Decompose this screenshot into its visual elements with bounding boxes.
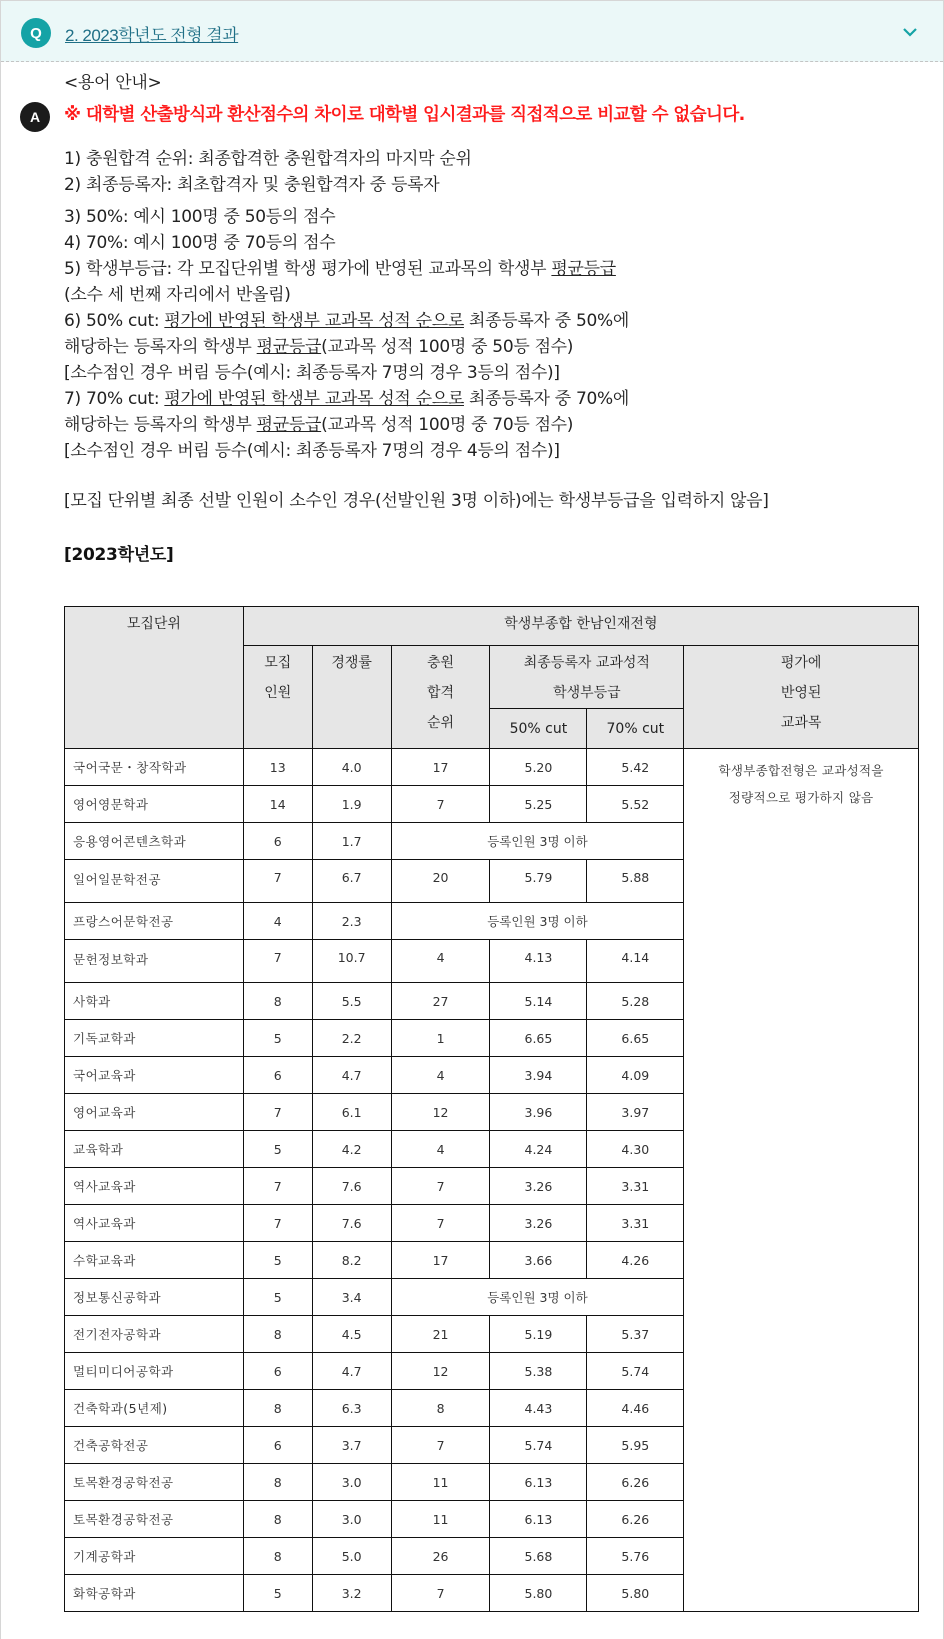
cell-waitlist-rank: 7: [391, 1575, 490, 1612]
cell-waitlist-rank: 12: [391, 1094, 490, 1131]
faq-question-header[interactable]: [1, 1, 943, 62]
cell-quota: 5: [243, 1020, 312, 1057]
header-subjects-line2: 반영된: [780, 685, 822, 701]
cell-cut50: 3.94: [490, 1057, 587, 1094]
guide-heading: <용어 안내>: [64, 73, 162, 93]
cell-quota: 13: [243, 749, 312, 786]
cell-cut50: 5.20: [490, 749, 587, 786]
cell-quota: 7: [243, 1205, 312, 1242]
guide-item-6: [64, 308, 924, 334]
answer-badge: A: [20, 102, 50, 132]
header-grade-line1: 최종등록자 교과성적: [523, 655, 650, 671]
cell-unit: 기독교학과: [65, 1020, 244, 1057]
guide-item-2: 2) 최종등록자: 최초합격자 및 충원합격자 중 등록자: [64, 175, 440, 195]
cell-cut50: 5.68: [490, 1538, 587, 1575]
answer-content: [64, 70, 924, 565]
guide-item-6-text: 6) 50% cut:: [64, 311, 165, 331]
subjects-note-line2: 정량적으로 평가하지 않음: [728, 790, 874, 805]
guide-item-1: 1) 충원합격 순위: 최종합격한 충원합격자의 마지막 순위: [64, 149, 472, 169]
cell-quota: 5: [243, 1279, 312, 1316]
cell-merged-note: 등록인원 3명 이하: [391, 903, 684, 940]
cell-unit: 전기전자공학과: [65, 1316, 244, 1353]
header-grade-line2: 학생부등급: [553, 685, 621, 701]
cell-competition-rate: 2.2: [312, 1020, 391, 1057]
cell-cut70: 6.65: [587, 1020, 684, 1057]
cell-cut70: 5.37: [587, 1316, 684, 1353]
cell-unit: 수학교육과: [65, 1242, 244, 1279]
header-competition: 경쟁률: [312, 646, 391, 749]
cell-competition-rate: 3.2: [312, 1575, 391, 1612]
header-subjects-line1: 평가에: [780, 655, 822, 671]
cell-waitlist-rank: 11: [391, 1501, 490, 1538]
cell-quota: 8: [243, 1390, 312, 1427]
guide-item-5-note: (소수 세 번째 자리에서 반올림): [64, 285, 291, 305]
cell-cut70: 5.74: [587, 1353, 684, 1390]
cell-unit: 토목환경공학전공: [65, 1501, 244, 1538]
cell-quota: 8: [243, 1501, 312, 1538]
cell-cut50: 5.19: [490, 1316, 587, 1353]
cell-competition-rate: 1.9: [312, 786, 391, 823]
cell-unit: 응용영어콘텐츠학과: [65, 823, 244, 860]
table-row: [65, 749, 919, 786]
guide-item-5: [64, 256, 924, 282]
cell-cut50: 3.26: [490, 1168, 587, 1205]
cell-cut50: 4.43: [490, 1390, 587, 1427]
cell-competition-rate: 7.6: [312, 1205, 391, 1242]
header-subjects: [684, 646, 919, 749]
cell-cut70: 5.76: [587, 1538, 684, 1575]
cell-cut70: 4.09: [587, 1057, 684, 1094]
cell-cut70: 5.52: [587, 786, 684, 823]
cell-quota: 5: [243, 1575, 312, 1612]
cell-competition-rate: 3.0: [312, 1501, 391, 1538]
cell-unit: 사학과: [65, 983, 244, 1020]
cell-cut70: 4.26: [587, 1242, 684, 1279]
guide-item-6-line2: [64, 334, 924, 360]
cell-quota: 5: [243, 1242, 312, 1279]
cell-competition-rate: 3.0: [312, 1464, 391, 1501]
cell-cut70: 5.80: [587, 1575, 684, 1612]
cell-waitlist-rank: 7: [391, 1168, 490, 1205]
guide-item-4: 4) 70%: 예시 100명 중 70등의 점수: [64, 233, 336, 253]
cell-unit: 영어교육과: [65, 1094, 244, 1131]
header-waitlist-line1: 충원: [427, 655, 455, 671]
guide-item-5-underline: 평균등급: [551, 259, 616, 279]
cell-competition-rate: 6.7: [312, 860, 391, 903]
cell-waitlist-rank: 12: [391, 1353, 490, 1390]
cell-cut50: 4.24: [490, 1131, 587, 1168]
cell-subjects-note: [684, 749, 919, 1612]
guide-item-6-text-c: 해당하는 등록자의 학생부: [64, 337, 257, 357]
cell-cut50: 6.13: [490, 1501, 587, 1538]
cell-competition-rate: 10.7: [312, 940, 391, 983]
cell-waitlist-rank: 4: [391, 1057, 490, 1094]
cell-cut70: 5.95: [587, 1427, 684, 1464]
cell-cut70: 4.14: [587, 940, 684, 983]
cell-waitlist-rank: 26: [391, 1538, 490, 1575]
cell-quota: 4: [243, 903, 312, 940]
guide-item-7-text: 7) 70% cut:: [64, 389, 165, 409]
cell-unit: 역사교육과: [65, 1205, 244, 1242]
cell-quota: 7: [243, 1168, 312, 1205]
cell-unit: 멀티미디어공학과: [65, 1353, 244, 1390]
subjects-note-line1: 학생부종합전형은 교과성적을: [718, 763, 884, 778]
cell-unit: 정보통신공학과: [65, 1279, 244, 1316]
guide-item-7-line2: [64, 412, 924, 438]
cell-cut50: 3.66: [490, 1242, 587, 1279]
cell-merged-note: 등록인원 3명 이하: [391, 1279, 684, 1316]
question-badge: Q: [21, 18, 51, 48]
guide-item-6-text-b: 최종등록자 중 50%에: [463, 311, 630, 331]
cell-cut70: 3.31: [587, 1168, 684, 1205]
cell-waitlist-rank: 20: [391, 860, 490, 903]
cell-unit: 건축공학전공: [65, 1427, 244, 1464]
cell-cut50: 3.26: [490, 1205, 587, 1242]
guide-item-7-note: [소수점인 경우 버림 등수(예시: 최종등록자 7명의 경우 4등의 점수)]: [64, 441, 560, 461]
cell-cut70: 3.97: [587, 1094, 684, 1131]
cell-waitlist-rank: 27: [391, 983, 490, 1020]
cell-unit: 국어교육과: [65, 1057, 244, 1094]
cell-quota: 8: [243, 1464, 312, 1501]
cell-quota: 7: [243, 1094, 312, 1131]
cell-unit: 건축학과(5년제): [65, 1390, 244, 1427]
cell-cut70: 6.26: [587, 1464, 684, 1501]
header-quota-line2: 인원: [264, 685, 292, 701]
guide-item-7-underline: 평가에 반영된 학생부 교과목 성적 순으로: [164, 389, 464, 409]
header-cut50: 50% cut: [490, 709, 587, 749]
guide-item-6-underline-2: 평균등급: [256, 337, 322, 357]
cell-quota: 6: [243, 1057, 312, 1094]
guide-item-7-underline-2: 평균등급: [256, 415, 322, 435]
cell-cut70: 6.26: [587, 1501, 684, 1538]
cell-competition-rate: 1.7: [312, 823, 391, 860]
cell-competition-rate: 4.7: [312, 1057, 391, 1094]
cell-cut70: 5.88: [587, 860, 684, 903]
cell-unit: 화학공학과: [65, 1575, 244, 1612]
cell-cut50: 5.74: [490, 1427, 587, 1464]
cell-cut70: 4.30: [587, 1131, 684, 1168]
cell-cut70: 5.42: [587, 749, 684, 786]
cell-unit: 역사교육과: [65, 1168, 244, 1205]
cell-competition-rate: 5.0: [312, 1538, 391, 1575]
cell-quota: 8: [243, 1316, 312, 1353]
cell-quota: 6: [243, 823, 312, 860]
cell-unit: 기계공학과: [65, 1538, 244, 1575]
cell-cut50: 5.80: [490, 1575, 587, 1612]
cell-competition-rate: 2.3: [312, 903, 391, 940]
header-grade: [490, 646, 684, 709]
cell-waitlist-rank: 4: [391, 1131, 490, 1168]
header-waitlist-rank: [391, 646, 490, 749]
guide-item-6-underline: 평가에 반영된 학생부 교과목 성적 순으로: [164, 311, 464, 331]
guide-item-7-text-d: (교과목 성적 100명 중 70등 점수): [321, 415, 574, 435]
year-title: [2023학년도]: [64, 545, 174, 565]
header-cut70: 70% cut: [587, 709, 684, 749]
warning-text: ※ 대학별 산출방식과 환산점수의 차이로 대학별 입시결과를 직접적으로 비교할 수 없습니다.: [64, 105, 745, 125]
cell-competition-rate: 7.6: [312, 1168, 391, 1205]
cell-quota: 6: [243, 1353, 312, 1390]
cell-waitlist-rank: 17: [391, 749, 490, 786]
cell-merged-note: 등록인원 3명 이하: [391, 823, 684, 860]
cell-competition-rate: 4.7: [312, 1353, 391, 1390]
header-unit: 모집단위: [65, 607, 244, 749]
guide-item-6-text-d: (교과목 성적 100명 중 50등 점수): [321, 337, 574, 357]
cell-competition-rate: 4.0: [312, 749, 391, 786]
cell-competition-rate: 3.7: [312, 1427, 391, 1464]
cell-cut70: 4.46: [587, 1390, 684, 1427]
guide-item-7: [64, 386, 924, 412]
cell-unit: 영어영문학과: [65, 786, 244, 823]
cell-quota: 8: [243, 1538, 312, 1575]
cell-quota: 14: [243, 786, 312, 823]
cell-waitlist-rank: 17: [391, 1242, 490, 1279]
chevron-down-icon[interactable]: [903, 25, 917, 39]
header-quota: [243, 646, 312, 749]
cell-competition-rate: 6.3: [312, 1390, 391, 1427]
cell-cut50: 6.13: [490, 1464, 587, 1501]
cell-competition-rate: 8.2: [312, 1242, 391, 1279]
cell-competition-rate: 3.4: [312, 1279, 391, 1316]
admission-results-table: [64, 606, 919, 1612]
cell-cut50: 6.65: [490, 1020, 587, 1057]
header-quota-line1: 모집: [264, 655, 292, 671]
cell-waitlist-rank: 4: [391, 940, 490, 983]
cell-quota: 7: [243, 860, 312, 903]
cell-waitlist-rank: 11: [391, 1464, 490, 1501]
question-title-link[interactable]: 2. 2023학년도 전형 결과: [65, 26, 239, 45]
cell-cut50: 5.25: [490, 786, 587, 823]
cell-waitlist-rank: 7: [391, 786, 490, 823]
cell-cut50: 5.79: [490, 860, 587, 903]
header-waitlist-line3: 순위: [427, 715, 455, 731]
cell-quota: 6: [243, 1427, 312, 1464]
guide-item-7-text-b: 최종등록자 중 70%에: [463, 389, 630, 409]
cell-waitlist-rank: 21: [391, 1316, 490, 1353]
cell-waitlist-rank: 8: [391, 1390, 490, 1427]
cell-cut50: 5.38: [490, 1353, 587, 1390]
guide-item-3: 3) 50%: 예시 100명 중 50등의 점수: [64, 207, 336, 227]
cell-competition-rate: 4.5: [312, 1316, 391, 1353]
cell-quota: 8: [243, 983, 312, 1020]
cell-unit: 문헌정보학과: [65, 940, 244, 983]
cell-cut50: 3.96: [490, 1094, 587, 1131]
cell-unit: 프랑스어문학전공: [65, 903, 244, 940]
guide-item-6-note: [소수점인 경우 버림 등수(예시: 최종등록자 7명의 경우 3등의 점수)]: [64, 363, 560, 383]
cell-cut70: 3.31: [587, 1205, 684, 1242]
cell-competition-rate: 4.2: [312, 1131, 391, 1168]
header-subjects-line3: 교과목: [780, 715, 822, 731]
header-waitlist-line2: 합격: [427, 685, 455, 701]
cell-competition-rate: 5.5: [312, 983, 391, 1020]
cell-unit: 일어일문학전공: [65, 860, 244, 903]
cell-cut50: 4.13: [490, 940, 587, 983]
cell-waitlist-rank: 7: [391, 1427, 490, 1464]
cell-unit: 교육학과: [65, 1131, 244, 1168]
guide-item-7-text-c: 해당하는 등록자의 학생부: [64, 415, 257, 435]
cell-cut50: 5.14: [490, 983, 587, 1020]
footnote: [모집 단위별 최종 선발 인원이 소수인 경우(선발인원 3명 이하)에는 학생부등급을 입력하지 않음]: [64, 491, 769, 511]
cell-competition-rate: 6.1: [312, 1094, 391, 1131]
cell-unit: 토목환경공학전공: [65, 1464, 244, 1501]
cell-unit: 국어국문・창작학과: [65, 749, 244, 786]
cell-waitlist-rank: 1: [391, 1020, 490, 1057]
cell-quota: 5: [243, 1131, 312, 1168]
header-track: 학생부종합 한남인재전형: [243, 607, 918, 646]
cell-cut70: 5.28: [587, 983, 684, 1020]
cell-quota: 7: [243, 940, 312, 983]
cell-waitlist-rank: 7: [391, 1205, 490, 1242]
guide-item-5-text: 5) 학생부등급: 각 모집단위별 학생 평가에 반영된 교과목의 학생부: [64, 259, 552, 279]
